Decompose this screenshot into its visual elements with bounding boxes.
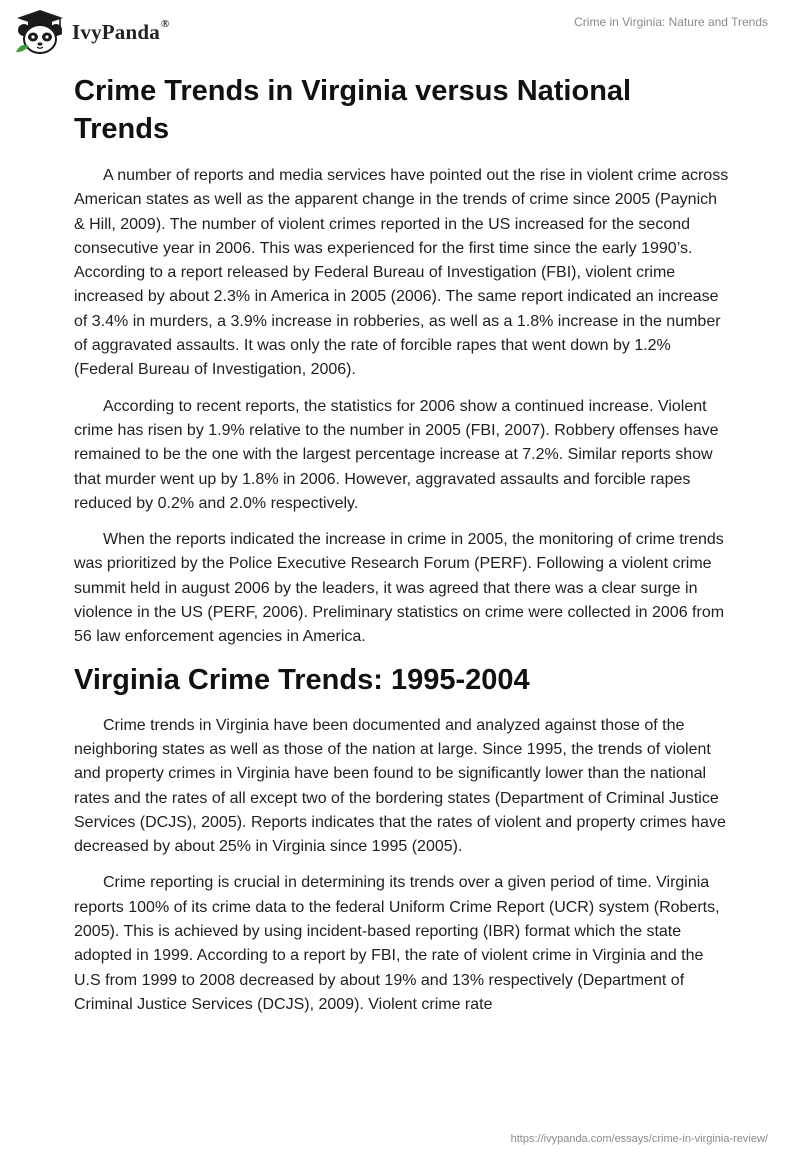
paragraph: Crime trends in Virginia have been documented and analyzed against those of the neighboring states as well as those of the nation at large. Since 1995, the trends of violent and property crimes in Virginia have been found to be significantly lower than the national rates and the rates of all except two of the bordering states (Department of Criminal Justice Services (DCJS), 2005). Reports indicates that the rates of violent and property crimes have decreased by about 25% in Virginia since 1995 (2005). bbox=[74, 716, 726, 856]
section-heading-national-trends: Crime Trends in Virginia versus National Trends bbox=[74, 75, 632, 145]
paragraph: A number of reports and media services have pointed out the rise in violent crime across American states as well as the apparent change in the trends of crime since 2005 (Paynich & Hill, 2009). The number of violent crimes reported in the US increased for the second consecutive year in 2006. This was experienced for the first time since the early 1990’s. According to a report released by Federal Bureau of Investigation (FBI), violent crime increased by about 2.3% in America in 2005 (2006). The same report indicated an increase of 3.4% in murders, a 3.9% increase in robberies, as well as a 1.8% increase in the number of aggravated assaults. It was only the rate of forcible rapes that went down by 1.2% (Federal Bureau of Investigation, 2006). bbox=[74, 167, 729, 379]
article-body bbox=[74, 72, 730, 1029]
document-title: Crime in Virginia: Nature and Trends bbox=[574, 15, 768, 29]
paragraph: According to recent reports, the statistics for 2006 show a continued increase. Violent crime has risen by 1.9% relative to the number in 2005 (FBI, 2007). Robbery offenses have remained to be the one with the largest percentage increase at 7.2%. Similar reports show that murder went up by 1.8% in 2006. However, aggravated assaults and forcible rapes reduced by 0.2% and 2.0% respectively. bbox=[74, 397, 719, 512]
ivypanda-logo[interactable] bbox=[14, 8, 169, 56]
paragraph: When the reports indicated the increase in crime in 2005, the monitoring of crime trends was prioritized by the Police Executive Research Forum (PERF). Following a violent crime summit held in august 2006 by the leaders, it was agreed that there was a clear surge in violence in the US (PERF, 2006). Preliminary statistics on crime were collected in 2006 from 56 law enforcement agencies in America. bbox=[74, 531, 725, 646]
source-url[interactable]: https://ivypanda.com/essays/crime-in-virginia-review/ bbox=[510, 1133, 768, 1145]
logo-text: IvyPanda® bbox=[72, 17, 170, 44]
page-header bbox=[0, 0, 800, 60]
section-heading-virginia-trends: Virginia Crime Trends: 1995-2004 bbox=[74, 663, 530, 696]
paragraph: Crime reporting is crucial in determining its trends over a given period of time. Virginia reports 100% of its crime data to the federal Uniform Crime Report (UCR) system (Roberts, 2005). This is achieved by using incident-based reporting (IBR) format which the state adopted in 1999. According to a report by FBI, the rate of violent crime in Virginia and the U.S from 1999 to 2008 decreased by about 19% and 13% respectively (Department of Criminal Justice Services (DCJS), 2009). Violent crime rate bbox=[74, 874, 720, 1013]
panda-graduate-icon bbox=[14, 8, 66, 56]
